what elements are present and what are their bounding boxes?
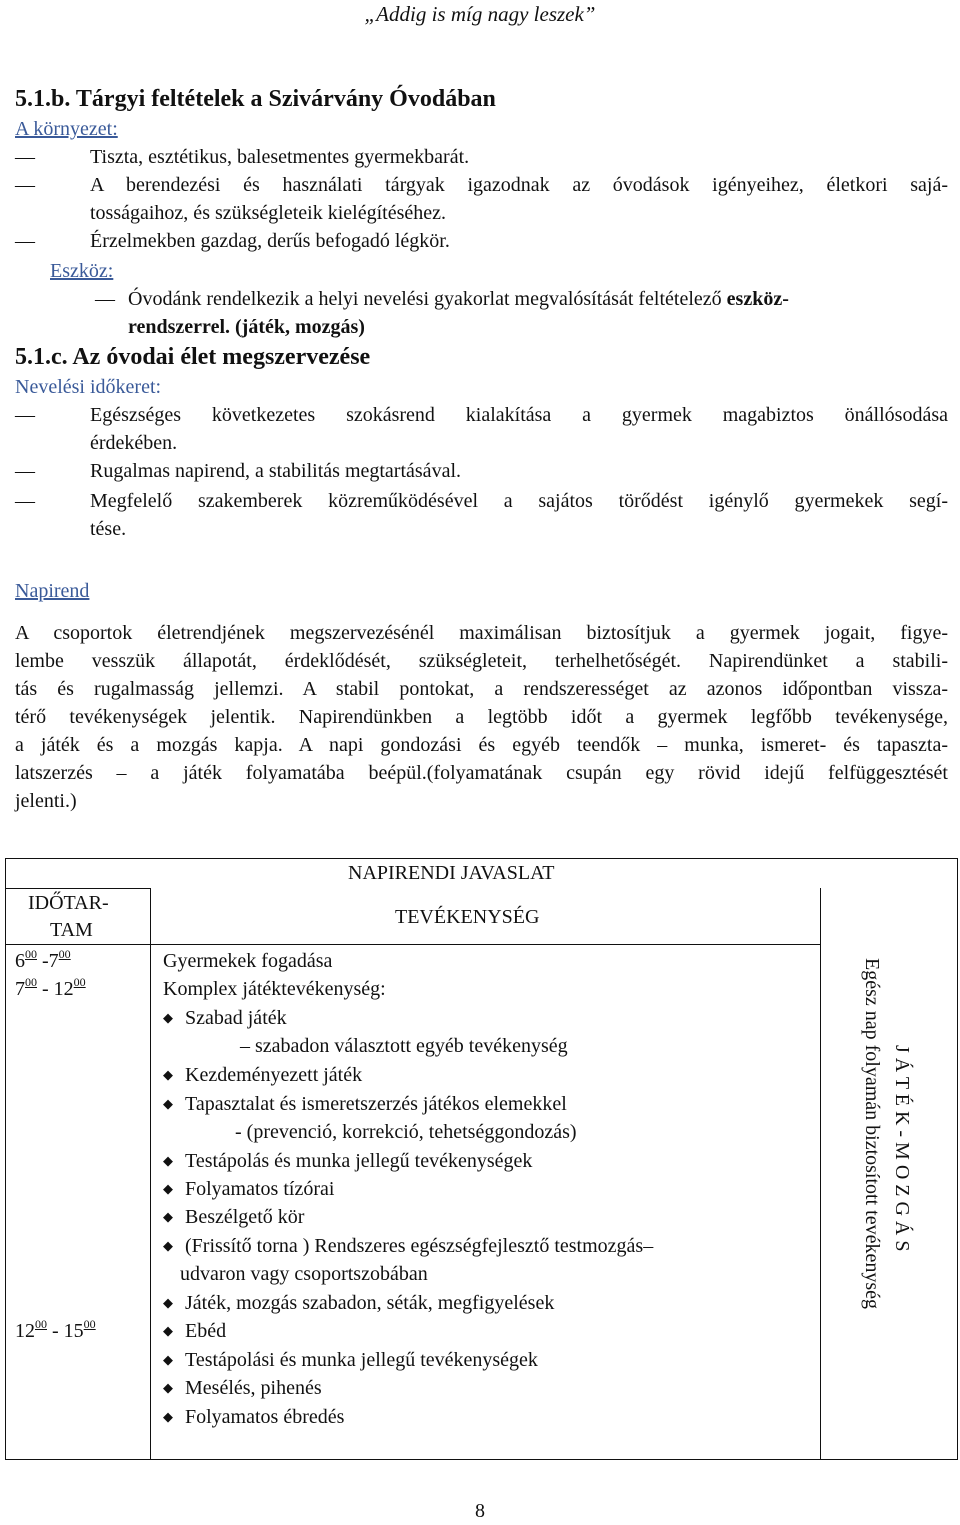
activity-subrow: – szabadon választott egyéb tevékenység [240,1035,568,1057]
activity-complex: Komplex játéktevékenység: [163,978,386,1000]
activity-row: ◆ Játék, mozgás szabadon, séták, megfigyelések [163,1292,555,1314]
activity-row: ◆ Testápolás és munka jellegű tevékenységek [163,1150,533,1172]
table-bottom-border [5,1459,958,1460]
activity-row: ◆ Kezdeményezett játék [163,1064,363,1086]
time-cell-morning: $7^{00} - 12^{00}$ [15,975,86,1000]
activity-subrow: - (prevenció, korrekció, tehetséggondozás) [235,1121,577,1143]
napirend-line-3: tás és rugalmasság jellemzi. A stabil pontokat, a rendszerességet az azonos időpontban vissza- [15,678,948,700]
napirend-line-6: latszerzés – a játék folyamatába beépül.(folyamatának csupán egy rövid idejű felfüggesztését [15,762,948,784]
diamond-bullet-icon: ◆ [163,1067,173,1082]
dash-icon: — [15,404,35,426]
frame-item-3-line1: Megfelelő szakemberek közreműködésével a sajátos törődést igénylő gyermekek segí- [90,490,948,512]
table-time-header-top [5,888,151,889]
tool-item-line1: Óvodánk rendelkezik a helyi nevelési gyakorlat megvalósítását feltételező eszköz- [128,288,789,310]
tool-item [95,288,115,311]
page-number: 8 [475,1500,485,1522]
activity-subrow: udvaron vagy csoportszobában [180,1263,428,1285]
activity-row: ◆ Folyamatos ébredés [163,1406,345,1428]
diamond-bullet-icon: ◆ [163,1153,173,1168]
activity-row: ◆ Folyamatos tízórai [163,1178,335,1200]
time-cell-reception: $6^{00}$ $-7^{00}$ [15,947,71,972]
frame-item-3 [15,490,35,513]
napirend-line-2: lembe vesszük állapotát, érdeklődését, szükségleteit, terhelhetőségét. Napirendünket a stabili- [15,650,948,672]
dash-icon: — [15,146,35,168]
dash-icon: — [15,490,35,512]
activity-row: ◆ (Frissítő torna ) Rendszeres egészségfejlesztő testmozgás– [163,1235,654,1257]
diamond-bullet-icon: ◆ [163,1352,173,1367]
side-note-all-day: Egész nap folyamán biztosított tevékenység [861,958,883,1310]
env-item-3: — Érzelmekben gazdag, derűs befogadó légkör. [15,230,450,252]
env-item-2 [15,174,35,197]
frame-item-1-line1: Egészséges következetes szokásrend kialakítása a gyermek magabiztos önállósodása [90,404,948,426]
tool-label: Eszköz: [50,260,114,282]
frame-item-3-line2: tése. [90,518,127,540]
table-title: NAPIRENDI JAVASLAT [348,862,555,884]
diamond-bullet-icon: ◆ [163,1010,173,1025]
diamond-bullet-icon: ◆ [163,1181,173,1196]
table-top-border [5,858,958,859]
diamond-bullet-icon: ◆ [163,1409,173,1424]
activity-reception: Gyermekek fogadása [163,950,333,972]
diamond-bullet-icon: ◆ [163,1380,173,1395]
section-c-title: 5.1.c. Az óvodai élet megszervezése [15,344,371,370]
activity-row: ◆ Mesélés, pihenés [163,1377,322,1399]
activity-row: ◆ Testápolási és munka jellegű tevékenységek [163,1349,538,1371]
diamond-bullet-icon: ◆ [163,1096,173,1111]
frame-item-1-line2: érdekében. [90,432,178,454]
env-label: A környezet: [15,118,118,140]
napirend-line-1: A csoportok életrendjének megszervezésénél maximálisan biztosítjuk a gyermek jogait, figye- [15,622,948,644]
dash-icon: — [15,230,35,252]
activity-row: ◆ Szabad játék [163,1007,287,1029]
activity-row: ◆ Tapasztalat és ismeretszerzés játékos elemekkel [163,1093,567,1115]
napirend-line-5: a játék és a mozgás kapja. A napi gondozási és egyéb teendők – munka, ismeret- és tapaszta- [15,734,948,756]
col-activity-header: TEVÉKENYSÉG [395,906,540,928]
napirend-line-4: térő tevékenységek jelentik. Napirendünkben a legtöbb időt a gyermek legfőbb tevékenysége, [15,706,948,728]
col-time-header-2: TAM [50,919,93,941]
table-right-border [957,858,958,1460]
dash-icon: — [95,288,115,310]
env-item-1: — Tiszta, esztétikus, balesetmentes gyermekbarát. [15,146,470,168]
table-left-border [5,858,6,1460]
col-time-header-1: IDŐTAR- [28,892,109,914]
env-item-2-line1: A berendezési és használati tárgyak igazodnak az óvodások igényeihez, életkori sajá- [90,174,948,196]
dash-icon: — [15,174,35,196]
frame-item-1 [15,404,35,427]
diamond-bullet-icon: ◆ [163,1238,173,1253]
dash-icon: — [15,460,35,482]
activity-row: ◆ Ebéd [163,1320,227,1342]
table-header-bottom [5,944,821,945]
frame-item-2: — Rugalmas napirend, a stabilitás megtartásával. [15,460,461,482]
table-col-divider-2 [820,888,821,1460]
env-item-2-line2: tosságaihoz, és szükségleteik kielégítéséhez. [90,202,446,224]
section-b-title: 5.1.b. Tárgyi feltételek a Szivárvány Óvodában [15,86,496,112]
diamond-bullet-icon: ◆ [163,1295,173,1310]
napirend-label: Napirend [15,580,90,602]
diamond-bullet-icon: ◆ [163,1209,173,1224]
side-note-play-movement: J Á T É K - M O Z G Á S [891,1045,913,1252]
time-cell-afternoon: $12^{00} - 15^{00}$ [15,1317,96,1342]
diamond-bullet-icon: ◆ [163,1323,173,1338]
running-header: „Addig is míg nagy leszek” [364,2,596,26]
napirend-line-7: jelenti.) [15,790,77,812]
frame-label: Nevelési időkeret: [15,376,162,398]
tool-item-line2: rendszerrel. (játék, mozgás) [128,316,365,338]
table-col-divider-1 [150,888,151,1460]
activity-row: ◆ Beszélgető kör [163,1206,305,1228]
